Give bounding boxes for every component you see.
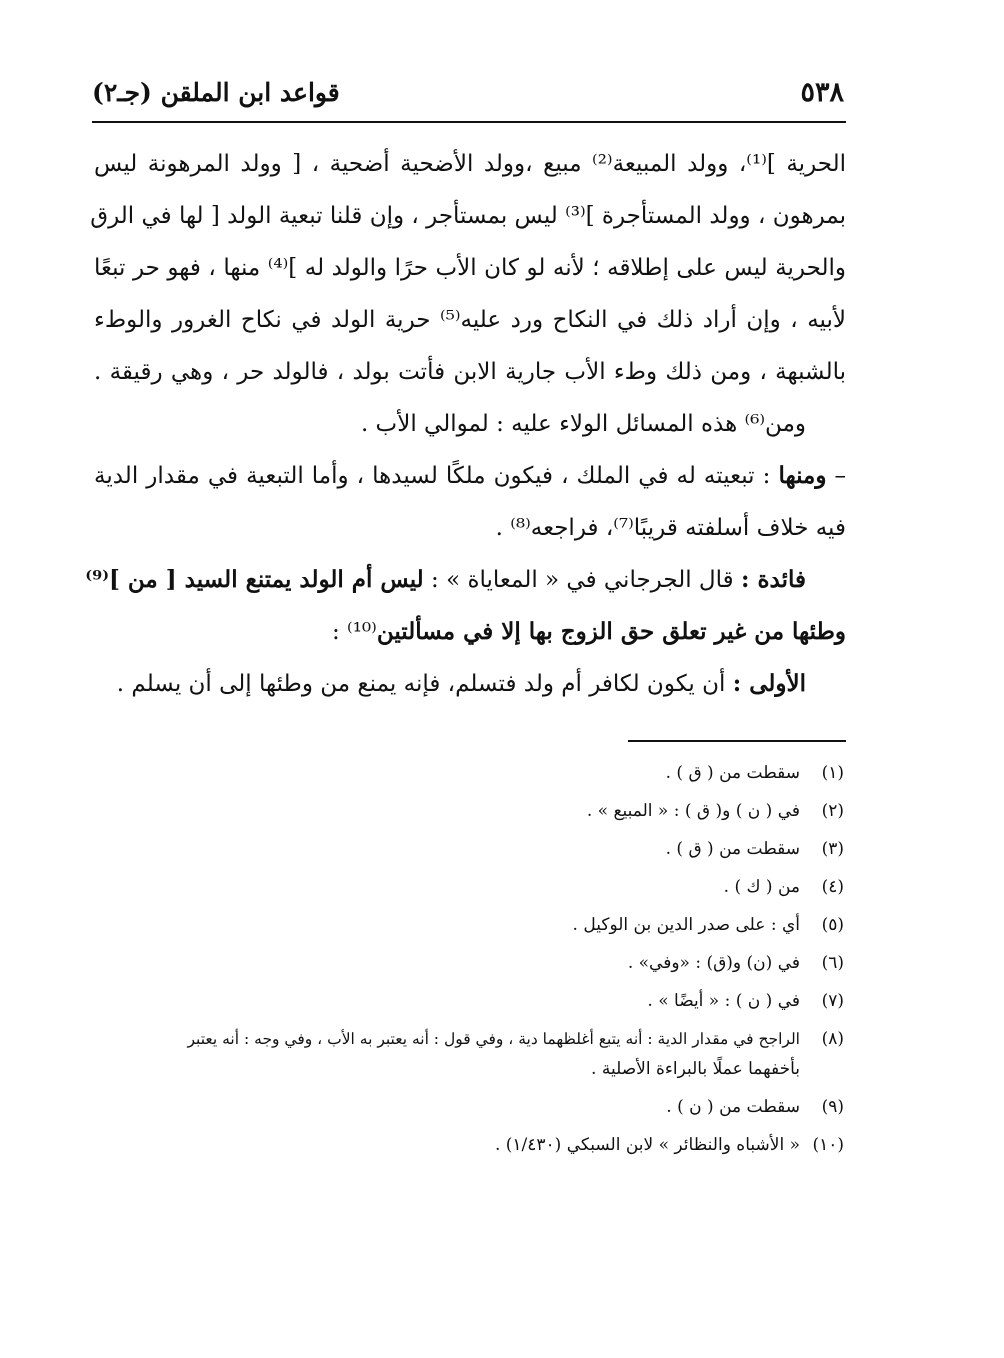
text-line: لأبيه ، وإن أراد ذلك في النكاح ورد عليه⁽⁵⁾ حرية الولد في نكاح الغرور والوطء [94,307,846,333]
footnote-number: (٣) [821,839,844,859]
footnote-1 [88,758,844,796]
footnote-text: في (ن) و(ق) : «وفي» . [627,953,800,973]
minha-label: ومنها [778,462,827,489]
footnote-number: (٧) [821,991,844,1011]
footnote-text: سقطت من ( ن ) . [666,1097,800,1117]
faida-line [85,554,846,606]
header-divider [92,121,846,123]
footnote-number: (٤) [821,877,844,897]
text-line: الحرية ]⁽¹⁾، وولد المبيعة⁽²⁾ مبيع ،وولد الأضحية أضحية ، [ وولد المرهونة ليس [94,151,847,177]
footnote-text: من ( ك ) . [723,877,800,897]
footnote-9 [88,1092,844,1130]
faida-bold-text: ليس أم الولد يمتنع السيد [ من ]⁽⁹⁾ [85,566,424,593]
footnote-text: « الأشباه والنظائر » لابن السبكي (١/٤٣٠) . [494,1135,800,1155]
text-line: ومن⁽⁶⁾ هذه المسائل الولاء عليه : لموالي الأب . [360,411,806,437]
faida-text: قال الجرجاني في « المعاياة » : [431,567,734,593]
text-line: بالشبهة ، ومن ذلك وطء الأب جارية الابن فأتت بولد ، فالولد حر ، وهي رقيقة . [94,359,846,385]
footnote-6 [88,948,844,986]
dash: – [834,463,846,489]
footnote-text: سقطت من ( ق ) . [665,763,800,783]
footnote-number: (٨) [821,1029,844,1049]
ula-line [94,658,846,710]
faida-line2-ref: ⁽¹⁰⁾ : [331,619,377,645]
text-line: والحرية ليس على إطلاقه ؛ لأنه لو كان الأب حرًا والولد له ]⁽⁴⁾ منها ، فهو حر تبعًا [94,255,846,281]
footnote-8 [88,1024,844,1054]
footnote-divider [628,740,846,742]
faida-line-2 [94,606,846,658]
text-line: بمرهون ، وولد المستأجرة ]⁽³⁾ ليس بمستأجر ، وإن قلنا تبعية الولد [ لها في الرق [90,203,846,229]
footnote-number: (٥) [821,915,844,935]
page-header [92,70,844,114]
main-text [85,138,847,710]
footnote-number: (١٠) [812,1135,844,1155]
ula-text: أن يكون لكافر أم ولد فتسلم، فإنه يمنع من وطئها إلى أن يسلم . [116,671,726,697]
footnote-4 [88,872,844,910]
faida-label: فائدة : [740,566,806,593]
footnote-10 [88,1130,844,1168]
faida-line2-bold: وطئها من غير تعلق حق الزوج بها إلا في مسألتين [376,618,846,645]
footnote-7 [88,986,844,1024]
minha-text: : تبعيته له في الملك ، فيكون ملكًا لسيدها ، وأما التبعية في مقدار الدية [94,463,771,489]
footnote-5 [88,910,844,948]
footnote-text: أي : على صدر الدين بن الوكيل . [572,915,800,935]
ula-label: الأولى : [732,670,806,697]
footnote-number: (٦) [821,953,844,973]
minha-line [94,450,846,502]
page-number: ٥٣٨ [800,76,844,108]
footnote-text: سقطت من ( ق ) . [665,839,800,859]
footnote-number: (٩) [821,1097,844,1117]
footnote-8-continuation: بأخفهما عملًا بالبراءة الأصلية . [591,1059,800,1079]
footnote-text: الراجح في مقدار الدية : أنه يتبع أغلظهما دية ، وفي قول : أنه يعتبر به الأب ، وفي وجه : أنه يعتبر [187,1030,800,1048]
footnote-2 [88,796,844,834]
footnote-text: في ( ن ) : « أيضًا » . [647,991,800,1011]
book-title: قواعد ابن الملقن (جـ٢) [92,77,340,107]
footnote-number: (١) [821,763,844,783]
footnotes [88,758,844,1168]
text-line: فيه خلاف أسلفته قريبًا⁽⁷⁾، فراجعه⁽⁸⁾ . [495,515,846,541]
footnote-text: في ( ن ) و( ق ) : « المبيع » . [586,801,800,821]
footnote-number: (٢) [821,801,844,821]
footnote-3 [88,834,844,872]
